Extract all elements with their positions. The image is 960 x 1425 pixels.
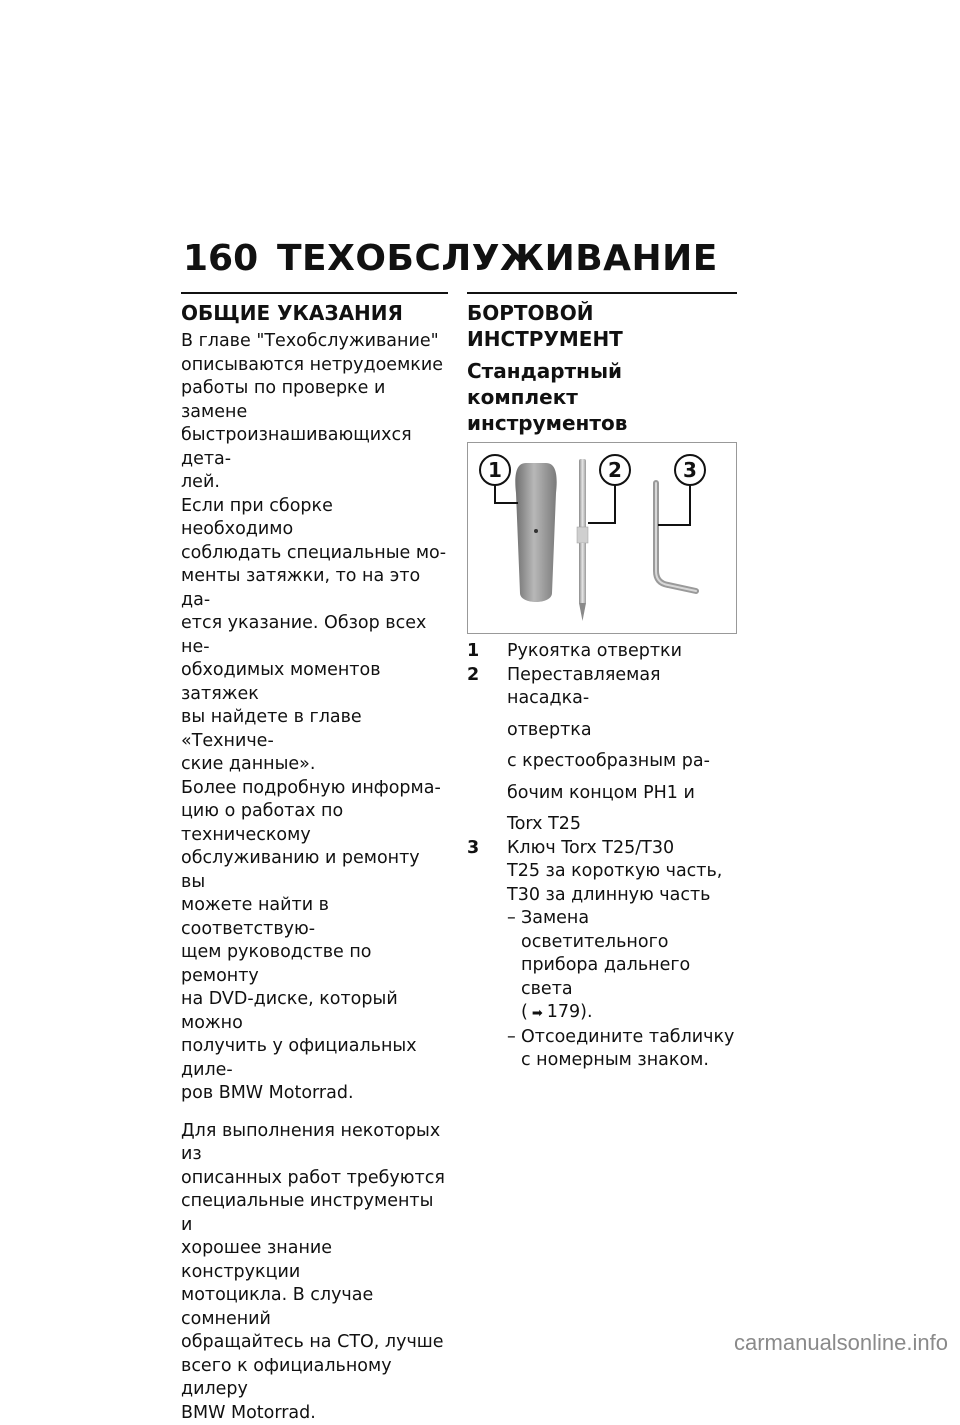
paragraph-intro (181, 330, 448, 495)
bullet-dash: – (507, 907, 521, 954)
text-line: ется указание. Обзор всех не- (181, 612, 448, 659)
list-item-text: Отсоедините табличку (521, 1026, 737, 1050)
right-column (467, 292, 737, 1073)
watermark: carmanualsonline.info (734, 1330, 948, 1356)
legend-text: Torx T25 (507, 813, 737, 837)
text-line: всего к официальному дилеру (181, 1355, 448, 1402)
text-line: Для выполнения некоторых из (181, 1120, 448, 1167)
ref-open-paren: ( (521, 1002, 528, 1022)
screwdriver-handle-icon (515, 463, 556, 602)
text-line: описанных работ требуются (181, 1167, 448, 1191)
list-item-text: прибора дальнего света (507, 954, 737, 1001)
text-line: работы по проверке и замене (181, 377, 448, 424)
legend-text: T25 за короткую часть, (507, 860, 737, 884)
text-line: лей. (181, 471, 448, 495)
text-line: BMW Motorrad. (181, 1402, 448, 1425)
text-line: менты затяжки, то на это да- (181, 565, 448, 612)
legend-text: T30 за длинную часть (507, 884, 737, 908)
text-line: можете найти в соответствую- (181, 894, 448, 941)
text-line: мотоцикла. В случае сомнений (181, 1284, 448, 1331)
text-line: Если при сборке необходимо (181, 495, 448, 542)
toolkit-figure (467, 442, 737, 634)
text-line: специальные инструменты и (181, 1190, 448, 1237)
paragraph-special-tools (181, 1120, 448, 1425)
text-line: щем руководстве по ремонту (181, 941, 448, 988)
text-line: получить у официальных диле- (181, 1035, 448, 1082)
legend-text: с крестообразным ра- (507, 750, 737, 774)
legend-item (467, 640, 737, 664)
paragraph-more-info (181, 777, 448, 1106)
toolkit-illustration (468, 443, 736, 633)
sub-heading-standard-kit (467, 358, 737, 436)
list-item (507, 907, 737, 1026)
text-line: соблюдать специальные мо- (181, 542, 448, 566)
sub-heading-line: Стандартный комплект (467, 358, 737, 410)
text-line: обслуживанию и ремонту вы (181, 847, 448, 894)
text-line: Более подробную информа- (181, 777, 448, 801)
paragraph-torque (181, 495, 448, 777)
text-line: быстроизнашивающихся дета- (181, 424, 448, 471)
page-reference[interactable] (507, 1001, 737, 1026)
text-line: ров BMW Motorrad. (181, 1082, 448, 1106)
legend-text: отвертка (507, 719, 737, 743)
legend-item (467, 837, 737, 908)
section-heading-toolkit: БОРТОВОЙ ИНСТРУМЕНТ (467, 300, 737, 352)
callout-label: 1 (488, 458, 502, 482)
list-item-text: Замена осветительного (521, 907, 737, 954)
usage-list (507, 907, 737, 1073)
list-item (507, 1026, 737, 1073)
legend-text: Переставляемая насадка- (507, 664, 737, 711)
text-line: цию о работах по техническому (181, 800, 448, 847)
ref-page-number: 179). (547, 1002, 593, 1022)
arrow-right-icon: ➡ (532, 1006, 543, 1021)
text-line: обращайтесь на СТО, лучше (181, 1331, 448, 1355)
sub-heading-line: инструментов (467, 410, 737, 436)
legend-number: 3 (467, 837, 507, 908)
callout-label: 3 (683, 458, 697, 482)
list-item-text: с номерным знаком. (507, 1049, 737, 1073)
text-line: вы найдете в главе «Техниче- (181, 706, 448, 753)
legend-item (467, 664, 737, 837)
left-column (181, 292, 448, 1425)
text-line: описываются нетрудоемкие (181, 354, 448, 378)
screwdriver-bit-icon (577, 459, 588, 621)
callout-label: 2 (608, 458, 622, 482)
section-rule (467, 292, 737, 294)
page-number: 160 (183, 238, 258, 279)
figure-legend (467, 640, 737, 907)
legend-text: Ключ Torx T25/T30 (507, 837, 737, 861)
chapter-title: ТЕХОБСЛУЖИВАНИЕ (277, 238, 718, 279)
legend-number: 2 (467, 664, 507, 837)
section-rule (181, 292, 448, 294)
text-line: хорошее знание конструкции (181, 1237, 448, 1284)
callout-3 (658, 455, 705, 525)
text-line: В главе "Техобслуживание" (181, 330, 448, 354)
bullet-dash: – (507, 1026, 521, 1050)
text-line: ские данные». (181, 753, 448, 777)
legend-number: 1 (467, 640, 507, 664)
section-heading-general: ОБЩИЕ УКАЗАНИЯ (181, 300, 448, 326)
text-line: на DVD-диске, который можно (181, 988, 448, 1035)
text-line: обходимых моментов затяжек (181, 659, 448, 706)
legend-text: Рукоятка отвертки (507, 640, 737, 664)
legend-text: бочим концом PH1 и (507, 782, 737, 806)
